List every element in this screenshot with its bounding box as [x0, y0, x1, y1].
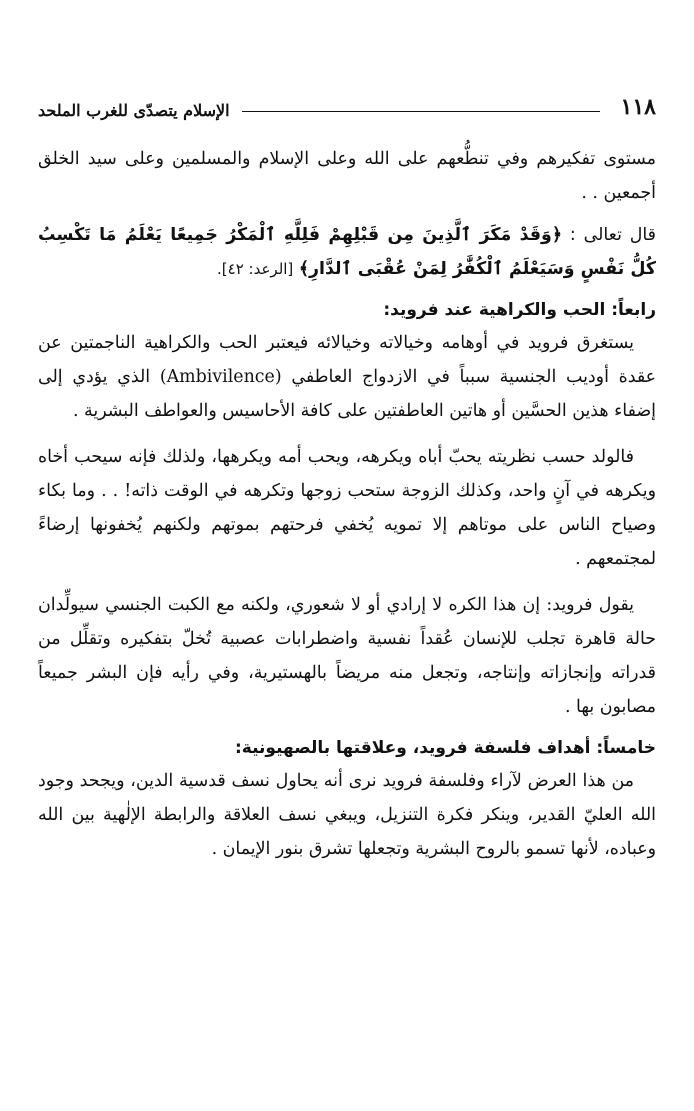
paragraph-repression: يقول فرويد: إن هذا الكره لا إرادي أو لا شعوري، ولكنه مع الكبت الجنسي سيولِّدان حالة قاهرة تجلب للإنسان عُقداً نفسية واضطرابات عصبية تُخلّ بتفكيره وتقلِّل من قدراته وإنجازاته وإنتاجه، وتجعل منه مريضاً بالهستيرية، وفي رأيه فإن البشر جميعاً مصابون بها .	[38, 595, 656, 717]
quran-lead: قال تعالى :	[569, 225, 656, 245]
section-heading-5: خامساً: أهداف فلسفة فرويد، وعلاقتها بالصهيونية:	[234, 738, 656, 758]
book-page	[38, 86, 656, 866]
page-number: ١١٨	[620, 94, 656, 120]
header-rule	[242, 111, 600, 112]
paragraph-text: الذي يؤدي إلى إضفاء هذين الحسَّين أو هاتين العاطفتين على كافة الأحاسيس والعواطف البشرية .	[38, 367, 656, 421]
running-title: الإسلام يتصدّى للغرب الملحد	[38, 101, 230, 120]
intro-paragraph: مستوى تفكيرهم وفي تنطُّعهم على الله وعلى الإسلام والمسلمين وعلى سيد الخلق أجمعين . .	[38, 149, 656, 203]
quran-paragraph	[38, 218, 656, 286]
section-heading-4: رابعاً: الحب والكراهية عند فرويد:	[383, 300, 656, 320]
latin-term: (Ambivilence)	[159, 367, 282, 387]
paragraph-text: يستغرق فرويد في أوهامه وخيالاته وخيالائه فيعتبر الحب والكراهية الناجمتين عن عقدة أوديب الجنسية سبباً في الازدواج العاطفي	[38, 333, 657, 387]
quran-reference: [الرعد: ٤٢].	[217, 260, 294, 278]
paragraph-ambivalence	[38, 326, 656, 428]
page-header	[38, 86, 656, 120]
quran-verse: ﴿وَقَدْ مَكَرَ ٱلَّذِينَ مِن قَبْلِهِمْ فَلِلَّهِ ٱلْمَكْرُ جَمِيعًا يَعْلَمُ مَا تَكْسِبُ كُلُّ نَفْسٍ وَسَيَعْلَمُ ٱلْكُفَّٰرُ لِمَنْ عُقْبَى ٱلدَّارِ﴾	[38, 225, 656, 279]
paragraph-goals: من هذا العرض لآراء وفلسفة فرويد نرى أنه يحاول نسف قدسية الدين، ويجحد وجود الله العليّ القدير، وينكر فكرة التنزيل، ويبغي نسف العلاقة والرابطة الإلٰهية بين الله وعباده، لأنها تسمو بالروح البشرية وتجعلها تشرق بنور الإيمان .	[38, 771, 656, 859]
paragraph-child-theory: فالولد حسب نظريته يحبّ أباه ويكرهه، ويحب أمه ويكرهها، ولذلك فإنه سيحب أخاه ويكرهه في آنٍ واحد، وكذلك الزوجة ستحب زوجها وتكرهه في الوقت ذاته! . . وما بكاء وصياح الناس على موتاهم إلا تمويه يُخفي فرحتهم بموتهم ولكنهم يُخفونها إرضاءً لمجتمعهم .	[38, 447, 656, 569]
